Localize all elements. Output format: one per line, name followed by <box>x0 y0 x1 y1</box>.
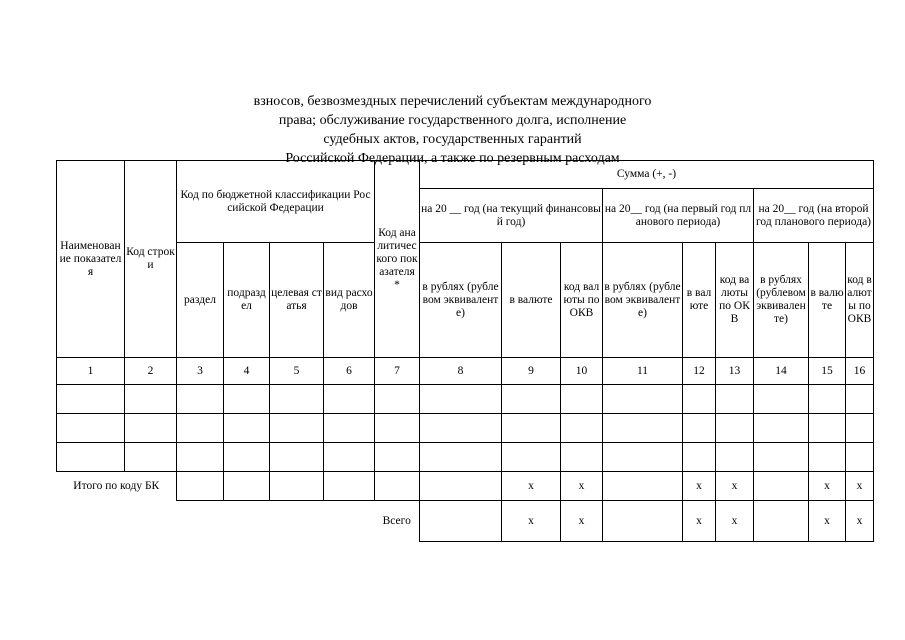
header-rub-3: в рублях (рублевом эквиваленте) <box>754 243 809 358</box>
table-cell[interactable] <box>603 443 683 472</box>
form-table <box>56 160 874 542</box>
column-number: 16 <box>846 358 874 385</box>
column-number: 2 <box>125 358 177 385</box>
table-cell[interactable] <box>177 443 224 472</box>
table-cell[interactable] <box>224 472 270 501</box>
table-cell[interactable] <box>754 501 809 542</box>
table-cell[interactable] <box>324 385 375 414</box>
table-cell[interactable] <box>683 443 716 472</box>
table-cell[interactable] <box>177 385 224 414</box>
table-cell[interactable] <box>324 414 375 443</box>
cross-mark: x <box>846 472 874 501</box>
header-year-plan-1: на 20__ год (на первый год планового периода) <box>603 189 754 243</box>
column-number: 5 <box>270 358 324 385</box>
heading-line: Российской Федерации, а также по резервным расходам <box>285 151 620 166</box>
table-cell[interactable] <box>809 414 846 443</box>
column-number: 8 <box>420 358 502 385</box>
table-cell[interactable] <box>809 443 846 472</box>
table-cell[interactable] <box>716 414 754 443</box>
table-cell[interactable] <box>846 443 874 472</box>
table-cell[interactable] <box>502 443 561 472</box>
table-cell[interactable] <box>502 414 561 443</box>
header-currency-1: в валюте <box>502 243 561 358</box>
cross-mark: x <box>716 472 754 501</box>
header-indicator-name: Наименование показателя <box>57 161 125 358</box>
header-rub-1: в рублях (рублевом эквиваленте) <box>420 243 502 358</box>
header-target-item: целевая статья <box>270 243 324 358</box>
table-cell[interactable] <box>754 472 809 501</box>
column-number: 13 <box>716 358 754 385</box>
header-expense-type: вид расходов <box>324 243 375 358</box>
cross-mark: x <box>846 501 874 542</box>
table-cell[interactable] <box>683 414 716 443</box>
cross-mark: x <box>716 501 754 542</box>
table-cell[interactable] <box>716 443 754 472</box>
cross-mark: x <box>683 501 716 542</box>
column-number: 6 <box>324 358 375 385</box>
table-cell[interactable] <box>502 385 561 414</box>
cross-mark: x <box>502 501 561 542</box>
table-cell[interactable] <box>224 385 270 414</box>
column-number: 1 <box>57 358 125 385</box>
column-number: 11 <box>603 358 683 385</box>
table-cell[interactable] <box>375 472 420 501</box>
table-cell[interactable] <box>224 414 270 443</box>
table-row <box>57 443 874 472</box>
header-budget-classification-code: Код по бюджетной классификации Российской Федерации <box>177 161 375 243</box>
table-cell[interactable] <box>754 414 809 443</box>
column-number: 15 <box>809 358 846 385</box>
column-number: 10 <box>561 358 603 385</box>
header-analytic-code: Код аналитического показателя * <box>375 161 420 358</box>
table-cell[interactable] <box>716 385 754 414</box>
header-sum: Сумма (+, -) <box>420 161 874 189</box>
table-cell[interactable] <box>561 443 603 472</box>
table-row <box>57 385 874 414</box>
table-cell[interactable] <box>270 385 324 414</box>
total-by-bk-label: Итого по коду БК <box>73 479 160 492</box>
table-cell[interactable] <box>375 414 420 443</box>
heading-line: взносов, безвозмездных перечислений субъектам международного <box>253 94 652 109</box>
heading-line: права; обслуживание государственного долга, исполнение <box>278 113 627 128</box>
header-year-plan-2: на 20__ год (на второй год планового периода) <box>754 189 874 243</box>
column-number: 12 <box>683 358 716 385</box>
total-by-bk-row <box>57 472 874 501</box>
table-cell[interactable] <box>57 385 125 414</box>
table-cell[interactable] <box>420 501 502 542</box>
header-currency-2: в валюте <box>683 243 716 358</box>
table-cell[interactable] <box>125 414 177 443</box>
cross-mark: x <box>561 472 603 501</box>
column-number: 4 <box>224 358 270 385</box>
column-number: 7 <box>375 358 420 385</box>
table-cell[interactable] <box>603 414 683 443</box>
table-cell[interactable] <box>754 385 809 414</box>
table-cell[interactable] <box>420 443 502 472</box>
table-cell[interactable] <box>324 472 375 501</box>
header-row-code: Код строки <box>125 161 177 358</box>
table-cell[interactable] <box>603 472 683 501</box>
table-cell[interactable] <box>177 472 224 501</box>
column-number: 3 <box>177 358 224 385</box>
cross-mark: x <box>561 501 603 542</box>
table-cell[interactable] <box>324 443 375 472</box>
table-cell[interactable] <box>420 472 502 501</box>
table-cell[interactable] <box>420 414 502 443</box>
table-cell[interactable] <box>57 414 125 443</box>
column-number: 14 <box>754 358 809 385</box>
header-year-current: на 20 __ год (на текущий финансовый год) <box>420 189 603 243</box>
header-okv-3: код валюты по ОКВ <box>846 243 874 358</box>
table-row <box>57 414 874 443</box>
table-cell[interactable] <box>270 414 324 443</box>
header-currency-3: в валюте <box>809 243 846 358</box>
form-heading <box>0 92 905 168</box>
table-cell[interactable] <box>224 443 270 472</box>
table-cell[interactable] <box>57 443 125 472</box>
cross-mark: x <box>809 472 846 501</box>
table-cell[interactable] <box>754 443 809 472</box>
header-okv-1: код валюты по ОКВ <box>561 243 603 358</box>
header-okv-2: код валюты по ОКВ <box>716 243 754 358</box>
table-cell[interactable] <box>125 443 177 472</box>
header-rub-2: в рублях (рублевом эквиваленте) <box>603 243 683 358</box>
grand-total-row <box>57 501 874 542</box>
table-cell[interactable] <box>375 385 420 414</box>
table-cell[interactable] <box>809 385 846 414</box>
table-cell[interactable] <box>603 385 683 414</box>
table-cell[interactable] <box>270 472 324 501</box>
table-cell[interactable] <box>125 385 177 414</box>
grand-total-label: Всего <box>382 514 411 527</box>
table-cell[interactable] <box>603 501 683 542</box>
table-cell[interactable] <box>420 385 502 414</box>
cross-mark: x <box>809 501 846 542</box>
table-cell[interactable] <box>561 385 603 414</box>
header-section: раздел <box>177 243 224 358</box>
cross-mark: x <box>683 472 716 501</box>
column-number: 9 <box>502 358 561 385</box>
table-cell[interactable] <box>846 385 874 414</box>
table-cell[interactable] <box>561 414 603 443</box>
table-cell[interactable] <box>683 385 716 414</box>
header-subsection: подраздел <box>224 243 270 358</box>
table-cell[interactable] <box>375 443 420 472</box>
table-cell[interactable] <box>846 414 874 443</box>
table-cell[interactable] <box>177 414 224 443</box>
heading-line: судебных актов, государственных гарантий <box>323 132 582 147</box>
cross-mark: x <box>502 472 561 501</box>
table-cell[interactable] <box>270 443 324 472</box>
